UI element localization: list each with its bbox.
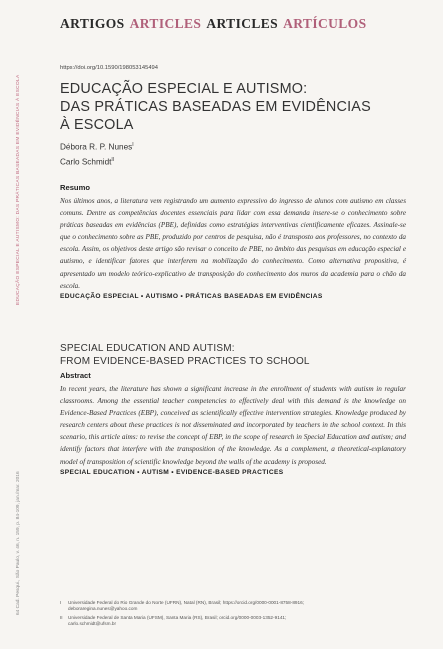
author-affiliation-mark: II (111, 156, 115, 163)
footnote (60, 600, 420, 613)
english-block (60, 342, 406, 476)
resumo-keywords: EDUCAÇÃO ESPECIAL • AUTISMO • PRÁTICAS BASEADAS EM EVIDÊNCIAS (60, 292, 323, 300)
author-name: Carlo Schmidt (60, 157, 112, 167)
header-articulos: ARTÍCULOS (283, 16, 367, 31)
section-header (60, 16, 420, 32)
abstract-text: In recent years, the literature has shown a significant increase in the enrollment of students with autism in regular classrooms. Among the essential teacher competencies to effectively deal with this demand is the knowledge on Evidence-Based Practices (EBP), conceived as scientifically effective intervention strategies. Knowledge produced by research centers about these practices is not disseminated and incorporated by teachers in the school context. In this scenario, this article aims: to revise the concept of EBP, in the scope of research in Special Education and autism; and identify factors that interfere with the transposition of the knowledge. As a complement, a theoretical-explanatory model of transposition of scientific knowledge beyond the walls of the academy is proposed. (60, 385, 406, 466)
title-line: DAS PRÁTICAS BASEADAS EM EVIDÊNCIAS (60, 99, 371, 115)
article-title (60, 80, 430, 134)
side-running-title: EDUCAÇÃO ESPECIAL E AUTISMO: DAS PRÁTICAS BASEADAS EM EVIDÊNCIAS À ESCOLA (16, 74, 21, 305)
doi-link[interactable]: https://doi.org/10.1590/198053145494 (60, 65, 158, 71)
header-articles-2: ARTICLES (206, 16, 279, 31)
authors (60, 139, 134, 168)
resumo-block (60, 183, 406, 300)
footnotes (60, 600, 420, 630)
english-title (60, 342, 406, 368)
footnote-email[interactable]: deboraregina.nunes@yahoo.com (68, 606, 138, 612)
footnote-line: Universidade Federal de Santa Maria (UFSM), Santa Maria (RS), Brasil; orcid.org/0000-0003-1352-9141; (68, 614, 287, 620)
resumo-text: Nos últimos anos, a literatura vem registrando um aumento expressivo do ingresso de alunos com autismo em classes comuns. Dentre as competências docentes essenciais para lidar com essa demanda insere-se o conhecimento sobre práticas baseadas em evidências (PBE), definidas como estratégias interventivas cientificamente eficazes. Assinale-se que o conhecimento sobre as PBE, produzido por centros de pesquisa, não é transposto aos professores, no contexto da escola. Assim, os objetivos deste artigo são revisar o conceito de PBE, no âmbito das pesquisas em educação especial e autismo, e identificar fatores que interferem na mobilização do conhecimento. Como alternativa propositiva, é apresentado um modelo teórico-explicativo de transposição do conhecimento dos muros da academia para o chão da escola. (60, 197, 406, 290)
footnote (60, 615, 420, 628)
abstract-label: Abstract (60, 371, 91, 380)
author-name: Débora R. P. Nunes (60, 142, 133, 152)
footnote-body (68, 615, 286, 628)
footnote-line: Universidade Federal do Rio Grande do Norte (UFRN), Natal (RN), Brasil; https://orcid.org/0000-0001-8758-8916; (68, 600, 305, 605)
abstract-keywords: SPECIAL EDUCATION • AUTISM • EVIDENCE-BASED PRACTICES (60, 468, 284, 476)
title-line: À ESCOLA (60, 117, 134, 133)
english-title-line: SPECIAL EDUCATION AND AUTISM: (60, 343, 235, 354)
footnote-mark: I (60, 600, 62, 605)
title-line: EDUCAÇÃO ESPECIAL E AUTISMO: (60, 81, 308, 97)
resumo-label: Resumo (60, 183, 90, 192)
header-articles: ARTICLES (129, 16, 202, 31)
side-citation: 64 Cad. Pesqui., São Paulo, v. 46, n. 159, p. 84-109, jan./mar. 2016 (16, 471, 21, 615)
author (60, 154, 134, 169)
author (60, 139, 134, 154)
footnote-mark: II (60, 614, 63, 620)
header-artigos: ARTIGOS (60, 16, 125, 31)
footnote-email[interactable]: carlo.schmidt@ufsm.br (68, 621, 116, 627)
footnote-body (68, 600, 304, 613)
english-title-line: FROM EVIDENCE-BASED PRACTICES TO SCHOOL (60, 356, 310, 367)
author-affiliation-mark: I (132, 142, 134, 148)
